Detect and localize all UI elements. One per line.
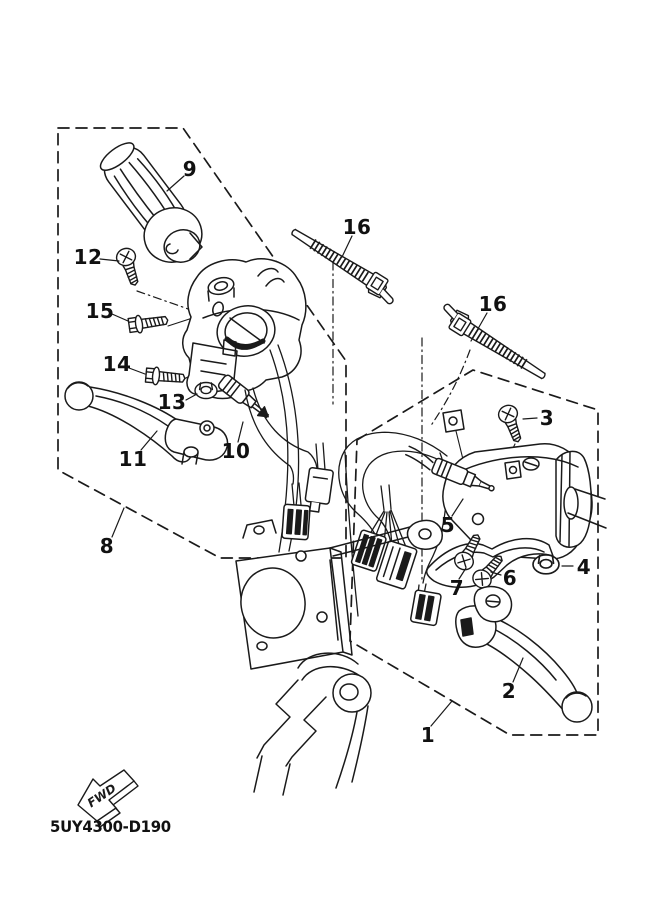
callout-2[interactable]: 2	[501, 679, 517, 703]
callout-1[interactable]: 1	[420, 723, 436, 747]
callout-9[interactable]: 9	[182, 157, 198, 181]
callout-15[interactable]: 15	[85, 299, 115, 323]
callout-5[interactable]: 5	[440, 513, 456, 537]
callout-4[interactable]: 4	[576, 555, 592, 579]
fwd-arrow-label: FWD	[84, 781, 119, 811]
callout-16[interactable]: 16	[478, 292, 508, 316]
callout-16[interactable]: 16	[342, 215, 372, 239]
callout-3[interactable]: 3	[539, 406, 555, 430]
callout-12[interactable]: 12	[73, 245, 103, 269]
callout-13[interactable]: 13	[157, 390, 187, 414]
callout-6[interactable]: 6	[502, 566, 518, 590]
callout-8[interactable]: 8	[99, 534, 115, 558]
callout-14[interactable]: 14	[102, 352, 132, 376]
callout-10[interactable]: 10	[221, 439, 251, 463]
callout-7[interactable]: 7	[449, 576, 465, 600]
callout-11[interactable]: 11	[118, 447, 148, 471]
part-code: 5UY4300-D190	[50, 817, 171, 836]
